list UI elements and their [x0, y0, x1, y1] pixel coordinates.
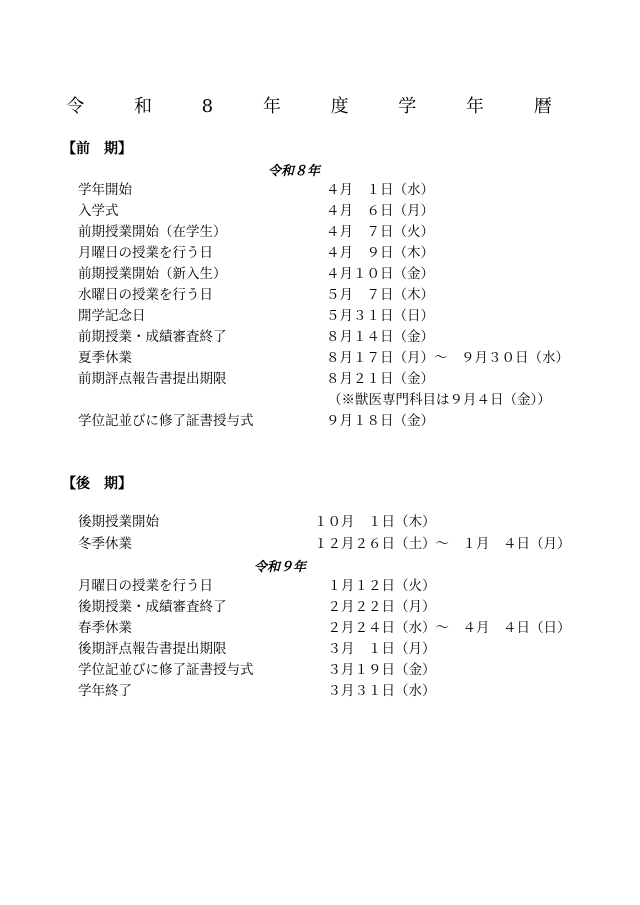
- event-date: ２月２４日（水）～ ４月 ４日（日）: [314, 620, 571, 636]
- event-label: 後期授業開始: [78, 514, 159, 530]
- event-date: ９月１８日（金）: [326, 413, 434, 429]
- event-label: 開学記念日: [78, 308, 146, 324]
- event-label: 入学式: [78, 203, 119, 219]
- schedule-row: [78, 576, 618, 596]
- event-label: 学位記並びに修了証書授与式: [78, 662, 254, 678]
- event-date: １０月 １日（木）: [314, 514, 436, 530]
- event-date: ８月１７日（月）～ ９月３０日（水）: [326, 350, 569, 366]
- event-date: ８月１４日（金）: [326, 329, 434, 345]
- event-date: ３月 １日（月）: [314, 641, 436, 657]
- event-label: 学年開始: [78, 182, 132, 198]
- event-label: 春季休業: [78, 620, 132, 636]
- event-date: ４月 ９日（木）: [326, 245, 434, 261]
- event-date: ３月１９日（金）: [314, 662, 436, 678]
- event-label: 夏季休業: [78, 350, 132, 366]
- schedule-row: [78, 327, 618, 347]
- schedule-row: [78, 597, 618, 617]
- first-half-era: 令和８年: [268, 164, 321, 179]
- schedule-row: [78, 411, 618, 431]
- event-date: ５月 ７日（木）: [326, 287, 434, 303]
- event-label: 学年終了: [78, 683, 132, 699]
- event-date: ４月１０日（金）: [326, 266, 434, 282]
- event-date: ３月３１日（水）: [314, 683, 436, 699]
- schedule-row: [78, 681, 618, 701]
- exception-note: （※獣医専門科目は９月４日（金））: [328, 392, 551, 408]
- event-label: 前期評点報告書提出期限: [78, 371, 227, 387]
- event-label: 冬季休業: [78, 536, 132, 552]
- event-label: 月曜日の授業を行う日: [78, 578, 213, 594]
- schedule-row: [78, 512, 618, 532]
- event-date: ４月 ７日（火）: [326, 224, 434, 240]
- schedule-row: [78, 348, 618, 368]
- schedule-row: [78, 534, 618, 554]
- first-half-heading: 【前 期】: [62, 141, 132, 157]
- schedule-row: [78, 201, 618, 221]
- schedule-row: [78, 285, 618, 305]
- event-date: １２月２６日（土）～ １月 ４日（月）: [314, 536, 571, 552]
- event-date: ４月 ６日（月）: [326, 203, 434, 219]
- schedule-row: [78, 180, 618, 200]
- event-date: ４月 １日（水）: [326, 182, 434, 198]
- event-date: ５月３１日（日）: [326, 308, 434, 324]
- event-label: 前期授業・成績審査終了: [78, 329, 227, 345]
- event-date: ８月２１日（金）: [326, 371, 434, 387]
- schedule-row: [78, 369, 618, 389]
- event-label: 後期評点報告書提出期限: [78, 641, 227, 657]
- schedule-row: [78, 243, 618, 263]
- page-title: 令 和 8 年 度 学 年 暦: [66, 96, 574, 117]
- schedule-row: [78, 660, 618, 680]
- event-label: 学位記並びに修了証書授与式: [78, 413, 254, 429]
- event-date: １月１２日（火）: [314, 578, 436, 594]
- schedule-row: [78, 306, 618, 326]
- second-half-era: 令和９年: [254, 560, 307, 575]
- schedule-row: [78, 618, 618, 638]
- event-label: 月曜日の授業を行う日: [78, 245, 213, 261]
- event-label: 水曜日の授業を行う日: [78, 287, 213, 303]
- event-label: 前期授業開始（在学生）: [78, 224, 227, 240]
- event-date: ２月２２日（月）: [314, 599, 436, 615]
- second-half-heading: 【後 期】: [62, 476, 132, 492]
- schedule-row: [78, 222, 618, 242]
- schedule-row: [78, 639, 618, 659]
- event-label: 前期授業開始（新入生）: [78, 266, 227, 282]
- schedule-row: [78, 264, 618, 284]
- event-label: 後期授業・成績審査終了: [78, 599, 227, 615]
